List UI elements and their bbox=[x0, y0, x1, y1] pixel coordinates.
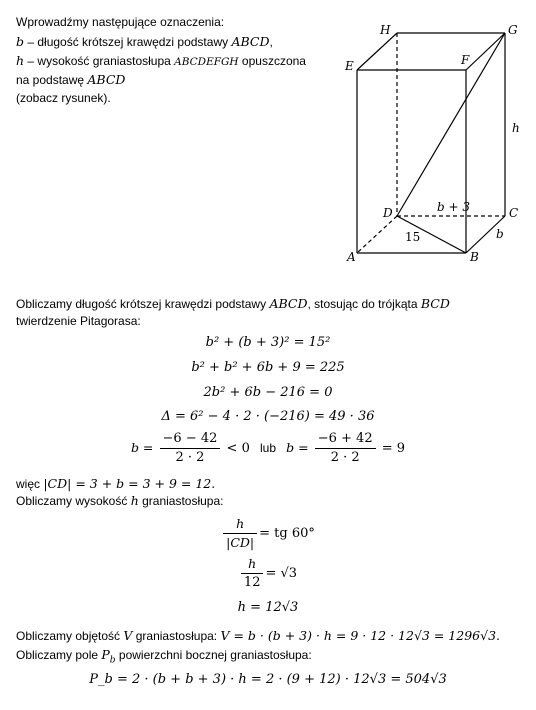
lateral-sub: b bbox=[109, 655, 116, 666]
height-eq-2 bbox=[0, 557, 536, 590]
fraction-1-num: −6 − 42 bbox=[160, 432, 221, 449]
label-b: b bbox=[496, 227, 504, 241]
equation-2: b² + b² + 6b + 9 = 225 bbox=[191, 360, 345, 375]
section1-base: ABCD bbox=[269, 296, 308, 311]
fraction-2-den: 2 · 2 bbox=[330, 450, 360, 465]
equation-5 bbox=[0, 432, 536, 465]
vertex-e: E bbox=[345, 59, 354, 73]
prism-figure bbox=[0, 0, 536, 280]
volume-line bbox=[16, 628, 500, 644]
section2-line1-math: |CD| = 3 + b = 3 + 9 = 12. bbox=[43, 476, 216, 491]
eq5-b1: b = bbox=[130, 440, 154, 455]
lateral-formula: P_b = 2 · (b + b + 3) · h = 2 · (9 + 12) · 12√3 = 504√3 bbox=[89, 672, 447, 687]
lateral-text2: powierzchni bocznej graniastosłupa: bbox=[115, 648, 312, 662]
height-eq-1 bbox=[0, 517, 536, 550]
eq5-or: lub bbox=[259, 441, 276, 455]
diagonal-dg bbox=[397, 33, 505, 216]
label-15: 15 bbox=[405, 230, 421, 244]
vertex-d: D bbox=[383, 206, 393, 220]
var-h: h bbox=[16, 53, 25, 68]
height-f1-num: h bbox=[223, 517, 257, 534]
vertex-h: H bbox=[380, 23, 391, 37]
base-abcd: ABCD bbox=[231, 34, 270, 49]
height-eq-3: h = 12√3 bbox=[237, 600, 299, 615]
vertex-a: A bbox=[347, 250, 356, 264]
volume-var: V bbox=[123, 628, 133, 643]
edge-eh bbox=[357, 33, 397, 70]
vertex-c: C bbox=[509, 206, 519, 220]
triangle-bcd: BCD bbox=[420, 296, 450, 311]
lateral-var: P bbox=[101, 647, 110, 662]
intro-line-2-text: – długość krótszej krawędzi podstawy bbox=[24, 35, 232, 49]
height-f1-rhs: = tg 60° bbox=[259, 526, 315, 541]
section1-line2-text: twierdzenie Pitagorasa: bbox=[16, 314, 141, 328]
intro-line-5-text: (zobacz rysunek). bbox=[16, 91, 111, 105]
vertex-b: B bbox=[470, 250, 479, 264]
vertex-f: F bbox=[461, 53, 470, 67]
height-f2-num: h bbox=[241, 557, 264, 574]
section2-var-h: h bbox=[130, 493, 139, 508]
prism-name: ABCDEFGH bbox=[174, 56, 239, 68]
base-abcd-2: ABCD bbox=[87, 72, 126, 87]
fraction-2-num: −6 + 42 bbox=[315, 432, 376, 449]
height-fraction-2 bbox=[241, 557, 264, 590]
section2-line-2 bbox=[16, 493, 224, 509]
intro-line-1-text: Wprowadźmy następujące oznaczenia: bbox=[16, 15, 225, 29]
section1-line-1 bbox=[16, 296, 450, 312]
lateral-text: Obliczamy pole bbox=[16, 648, 102, 662]
intro-line-3-end: opuszczona bbox=[238, 54, 306, 68]
label-b-plus-3: b + 3 bbox=[437, 200, 470, 214]
section1-line-2 bbox=[16, 314, 141, 329]
label-h: h bbox=[512, 121, 520, 135]
height-f2-rhs: = √3 bbox=[265, 566, 298, 581]
edge-fg bbox=[466, 33, 505, 70]
equation-3: 2b² + 6b − 216 = 0 bbox=[203, 385, 333, 400]
eq5-b2: b = bbox=[286, 440, 309, 455]
eq5-res: = 9 bbox=[381, 441, 406, 456]
section2-line-1 bbox=[16, 476, 215, 492]
fraction-1 bbox=[160, 432, 221, 465]
edge-da bbox=[357, 216, 397, 253]
height-fraction-1 bbox=[223, 517, 257, 550]
volume-formula: V = b · (b + 3) · h = 9 · 12 · 12√3 = 1296√3. bbox=[220, 628, 501, 643]
lateral-line bbox=[16, 647, 312, 668]
equation-1: b² + (b + 3)² = 15² bbox=[205, 335, 331, 350]
eq5-lt: < 0 bbox=[226, 441, 250, 456]
var-b: b bbox=[16, 34, 25, 49]
section1-text: Obliczamy długość krótszej krawędzi podstawy bbox=[16, 297, 270, 311]
equation-4: Δ = 6² − 4 · 2 · (−216) = 49 · 36 bbox=[161, 409, 375, 424]
volume-text: Obliczamy objętość bbox=[16, 629, 124, 643]
section2-line2-end: graniastosłupa: bbox=[138, 494, 224, 508]
intro-line-4-text: na podstawę bbox=[16, 73, 88, 87]
section2-line2-text: Obliczamy wysokość bbox=[16, 494, 131, 508]
fraction-2 bbox=[315, 432, 376, 465]
intro-line-3-text: – wysokość graniastosłupa bbox=[24, 54, 175, 68]
height-f2-den: 12 bbox=[243, 575, 261, 590]
section2-line1-text: więc bbox=[16, 477, 44, 491]
volume-text2: graniastosłupa: bbox=[132, 629, 221, 643]
intro-line-2-end: , bbox=[269, 35, 273, 49]
vertex-g: G bbox=[508, 23, 518, 37]
fraction-1-den: 2 · 2 bbox=[175, 450, 205, 465]
section1-text2: , stosując do trójkąta bbox=[307, 297, 421, 311]
height-f1-den: |CD| bbox=[226, 535, 255, 550]
